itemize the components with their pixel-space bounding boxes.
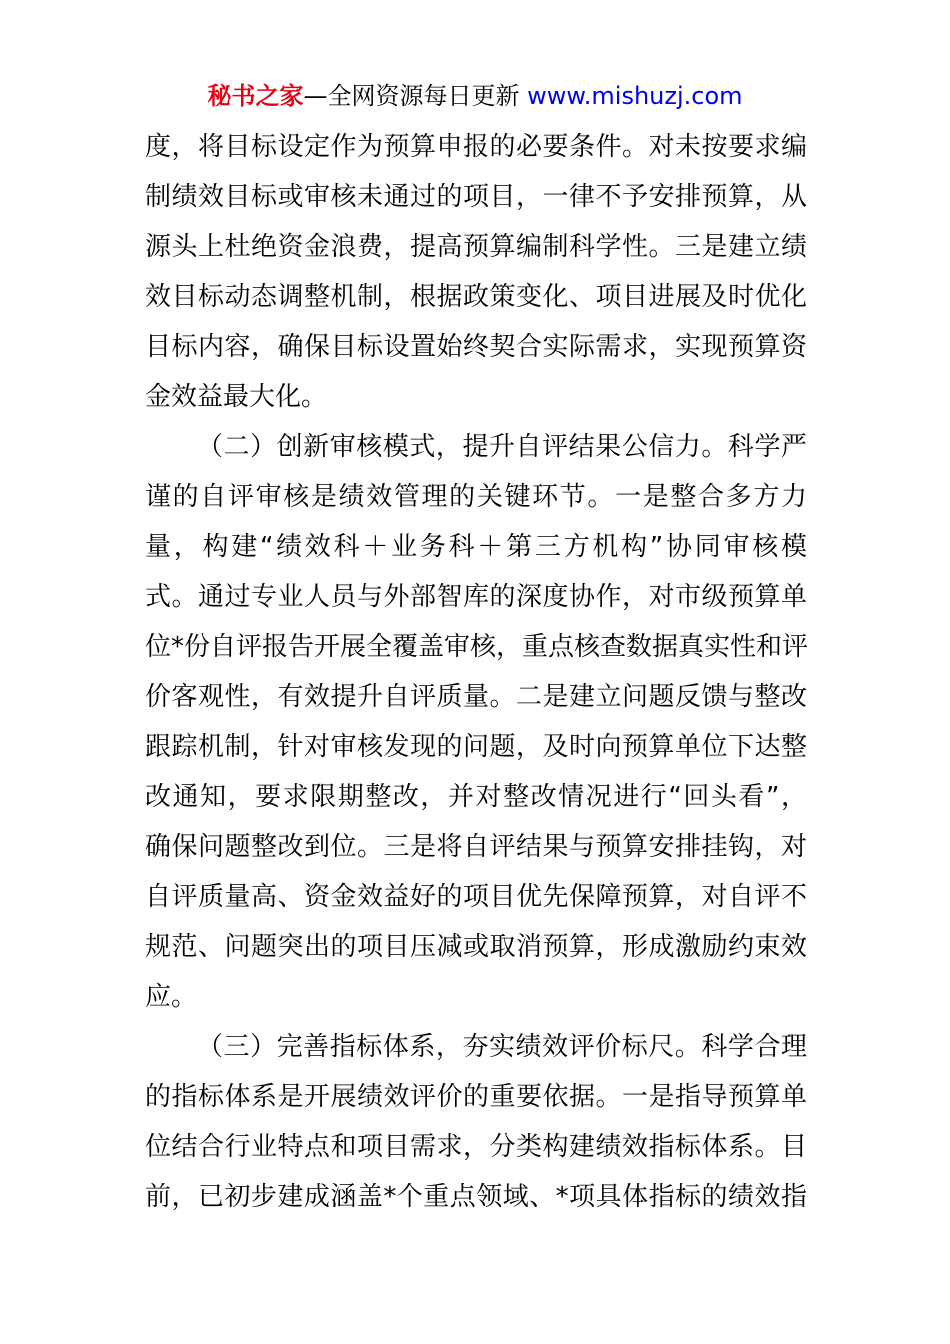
site-tagline: —全网资源每日更新 [303,82,528,110]
paragraph-3-line-3: 位结合行业特点和项目需求，分类构建绩效指标体系。目 [145,1132,807,1162]
paragraph-3-line-4: 前，已初步建成涵盖*个重点领域、*项具体指标的绩效指 [145,1182,807,1212]
paragraph-2-line-10: 自评质量高、资金效益好的项目优先保障预算，对自评不 [145,882,807,912]
paragraph-2-line-11: 规范、问题突出的项目压减或取消预算，形成激励约束效 [145,932,807,962]
site-name: 秘书之家 [207,82,304,110]
paragraph-1-line-3: 源头上杜绝资金浪费，提高预算编制科学性。三是建立绩 [145,232,807,262]
paragraph-2-line-1: （二）创新审核模式，提升自评结果公信力。科学严 [197,432,807,462]
paragraph-2-line-7: 跟踪机制，针对审核发现的问题，及时向预算单位下达整 [145,732,807,762]
paragraph-2-line-6: 价客观性，有效提升自评质量。二是建立问题反馈与整改 [145,682,807,712]
paragraph-2-line-2: 谨的自评审核是绩效管理的关键环节。一是整合多方力 [145,482,807,512]
paragraph-1-line-1: 度，将目标设定作为预算申报的必要条件。对未按要求编 [145,132,807,162]
paragraph-1-line-5: 目标内容，确保目标设置始终契合实际需求，实现预算资 [145,332,807,362]
site-url-link[interactable]: www.mishuzj.com [527,82,743,110]
paragraph-1-line-6: 金效益最大化。 [145,382,328,412]
paragraph-2-line-12: 应。 [145,982,198,1012]
paragraph-2-line-5: 位*份自评报告开展全覆盖审核，重点核查数据真实性和评 [145,632,809,662]
paragraph-1-line-2: 制绩效目标或审核未通过的项目，一律不予安排预算，从 [145,182,807,212]
site-header [0,80,950,112]
paragraph-2-line-3: 量，构建“绩效科＋业务科＋第三方机构”协同审核模 [145,532,807,562]
paragraph-3-line-2: 的指标体系是开展绩效评价的重要依据。一是指导预算单 [145,1082,807,1112]
paragraph-2-line-4: 式。通过专业人员与外部智库的深度协作，对市级预算单 [145,582,807,612]
paragraph-2-line-9: 确保问题整改到位。三是将自评结果与预算安排挂钩，对 [145,832,807,862]
paragraph-2-line-8: 改通知，要求限期整改，并对整改情况进行“回头看”， [145,782,807,812]
body-text [145,122,807,1222]
paragraph-1-line-4: 效目标动态调整机制，根据政策变化、项目进展及时优化 [145,282,807,312]
paragraph-3-line-1: （三）完善指标体系，夯实绩效评价标尺。科学合理 [197,1032,807,1062]
